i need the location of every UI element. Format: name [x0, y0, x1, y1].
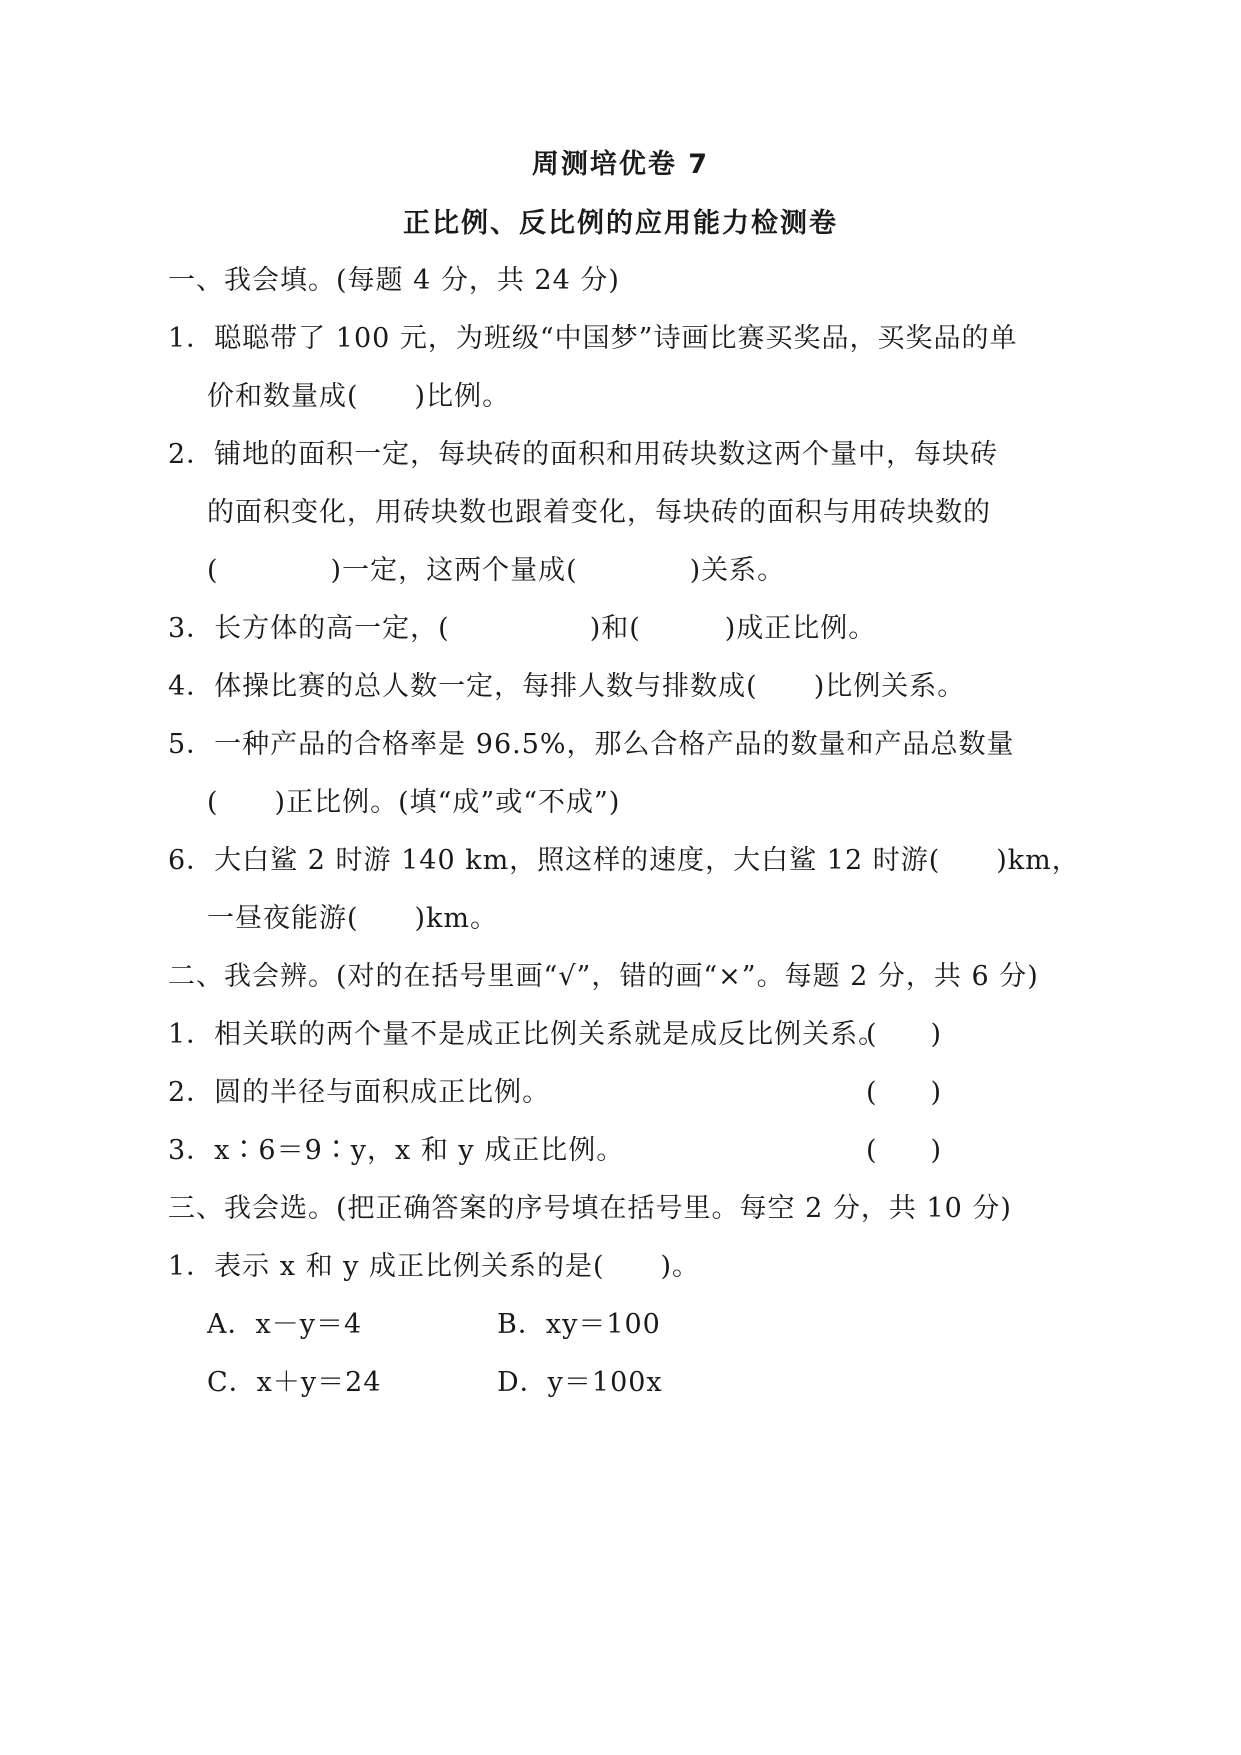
- choice-question-1: 1．表示 x 和 y 成正比例关系的是( )。: [168, 1251, 701, 1282]
- question-1-4: 4．体操比赛的总人数一定，每排人数与排数成( )比例关系。: [168, 671, 966, 702]
- judge-item-2: 2．圆的半径与面积成正比例。: [168, 1077, 551, 1108]
- choice-option-a: A．x－y＝4: [207, 1309, 363, 1340]
- question-1-2-line3: ( )一定，这两个量成( )关系。: [207, 555, 786, 586]
- question-1-1-line1: 1．聪聪带了 100 元，为班级“中国梦”诗画比赛买奖品，买奖品的单: [168, 323, 1018, 354]
- question-1-2-line2: 的面积变化，用砖块数也跟着变化，每块砖的面积与用砖块数的: [207, 497, 991, 528]
- choice-option-c: C．x＋y＝24: [207, 1367, 382, 1398]
- page-title: 周测培优卷 7: [531, 149, 710, 180]
- question-1-5-line2: ( )正比例。(填“成”或“不成”): [207, 787, 621, 818]
- choice-option-d: D．y＝100x: [497, 1367, 663, 1398]
- section1-heading: 一、我会填。(每题 4 分，共 24 分): [168, 265, 620, 296]
- question-1-6-line1: 6．大白鲨 2 时游 140 km，照这样的速度，大白鲨 12 时游( )km，: [168, 845, 1080, 876]
- judge-answer-1: ( ): [866, 1019, 942, 1050]
- judge-answer-2: ( ): [866, 1077, 942, 1108]
- section3-heading: 三、我会选。(把正确答案的序号填在括号里。每空 2 分，共 10 分): [168, 1193, 1012, 1224]
- page-subtitle: 正比例、反比例的应用能力检测卷: [403, 208, 838, 239]
- judge-item-1: 1．相关联的两个量不是成正比例关系就是成反比例关系。: [168, 1019, 887, 1050]
- question-1-2-line1: 2．铺地的面积一定，每块砖的面积和用砖块数这两个量中，每块砖: [168, 439, 999, 470]
- question-1-1-line2: 价和数量成( )比例。: [207, 381, 511, 412]
- section2-heading: 二、我会辨。(对的在括号里画“√”，错的画“×”。每题 2 分，共 6 分): [168, 961, 1039, 992]
- judge-answer-3: ( ): [866, 1135, 942, 1166]
- question-1-6-line2: 一昼夜能游( )km。: [207, 903, 499, 934]
- choice-option-b: B．xy＝100: [497, 1309, 661, 1340]
- question-1-5-line1: 5．一种产品的合格率是 96.5%，那么合格产品的数量和产品总数量: [168, 729, 1015, 760]
- question-1-3: 3．长方体的高一定，( )和( )成正比例。: [168, 613, 877, 644]
- judge-item-3: 3．x∶6＝9∶y，x 和 y 成正比例。: [168, 1135, 625, 1166]
